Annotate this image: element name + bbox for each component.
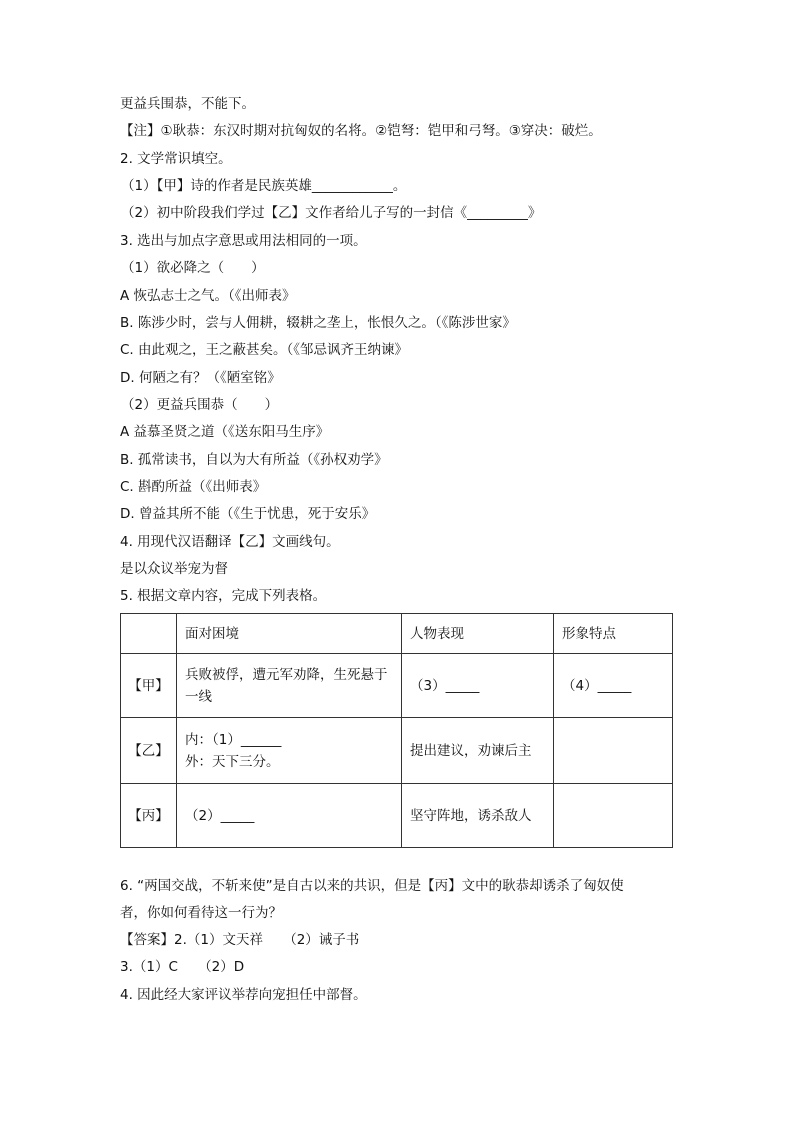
question-6-line-1: 6. “两国交战，不斩来使”是自古以来的共识，但是【丙】文中的耿恭却诱杀了匈奴使 (120, 878, 624, 894)
question-3-title: 3. 选出与加点字意思或用法相同的一项。 (120, 233, 367, 249)
option-2b: B. 孤常读书，自以为大有所益（《孙权劝学》 (120, 452, 388, 468)
table-header-row (121, 614, 673, 654)
option-1b: B. 陈涉少时，尝与人佣耕，辍耕之垄上，怅恨久之。（《陈涉世家》 (120, 315, 516, 331)
table-row (121, 718, 673, 784)
situation-line: 内：（1）______ (185, 731, 282, 748)
row-label: 【丙】 (121, 784, 177, 848)
behavior-cell: 坚守阵地，诱杀敌人 (402, 784, 554, 848)
table-row (121, 784, 673, 848)
situation-cell (177, 654, 402, 718)
question-2-item-1: （1）【甲】诗的作者是民族英雄____________。 (121, 178, 407, 194)
option-1a: A 恢弘志士之气。（《出师表》 (120, 288, 296, 304)
table-header-situation: 面对困境 (177, 614, 402, 654)
question-3-sub-2: （2）更益兵围恭（ ） (121, 397, 279, 413)
question-3-sub-1: （1）欲必降之（ ） (121, 260, 265, 276)
table-header-trait: 形象特点 (554, 614, 673, 654)
question-2-title: 2. 文学常识填空。 (120, 151, 232, 167)
question-4-title: 4. 用现代汉语翻译【乙】文画线句。 (120, 534, 340, 550)
table-header-empty (121, 614, 177, 654)
option-2c: C. 斟酌所益（《出师表》 (120, 479, 267, 495)
option-2d: D. 曾益其所不能（《生于忧患，死于安乐》 (120, 506, 376, 522)
option-1d: D. 何陋之有？（《陋室铭》 (120, 370, 281, 386)
trait-blank-cell[interactable] (554, 654, 673, 718)
option-2a: A 益慕圣贤之道（《送东阳马生序》 (120, 424, 330, 440)
situation-blank: （2）_____ (185, 807, 255, 824)
situation-line: 一线 (185, 688, 212, 705)
question-4-sentence: 是以众议举宠为督 (120, 561, 228, 577)
situation-cell[interactable] (177, 718, 402, 784)
annotation-note: 【注】①耿恭：东汉时期对抗匈奴的名将。②铠弩：铠甲和弓弩。③穿决：破烂。 (120, 123, 602, 139)
trait-blank: （4）_____ (562, 677, 632, 694)
answer-2: 【答案】2.（1）文天祥 （2）诫子书 (120, 932, 360, 948)
behavior-blank-cell[interactable] (402, 654, 554, 718)
row-label: 【甲】 (121, 654, 177, 718)
table-row (121, 654, 673, 718)
situation-line: 兵败被俘，遭元军劝降，生死悬于 (185, 666, 388, 683)
question-6-line-2: 者，你如何看待这一行为？ (120, 905, 282, 921)
trait-cell-empty[interactable] (554, 784, 673, 848)
question-5-title: 5. 根据文章内容，完成下列表格。 (120, 588, 327, 604)
trait-cell-empty[interactable] (554, 718, 673, 784)
situation-line: 外：天下三分。 (185, 753, 280, 770)
answer-4: 4. 因此经大家评议举荐向宠担任中部督。 (120, 987, 367, 1003)
question-2-item-2: （2）初中阶段我们学过【乙】文作者给儿子写的一封信《_________》 (121, 205, 542, 221)
table-header-behavior: 人物表现 (402, 614, 554, 654)
row-label: 【乙】 (121, 718, 177, 784)
behavior-blank: （3）_____ (410, 677, 480, 694)
answer-3: 3.（1）C （2）D (120, 959, 245, 975)
situation-blank-cell[interactable] (177, 784, 402, 848)
option-1c: C. 由此观之，王之蔽甚矣。（《邹忌讽齐王纳谏》 (120, 342, 409, 358)
behavior-cell: 提出建议，劝谏后主 (402, 718, 554, 784)
question-5-table (120, 613, 673, 848)
passage-last-line: 更益兵围恭，不能下。 (120, 96, 255, 112)
